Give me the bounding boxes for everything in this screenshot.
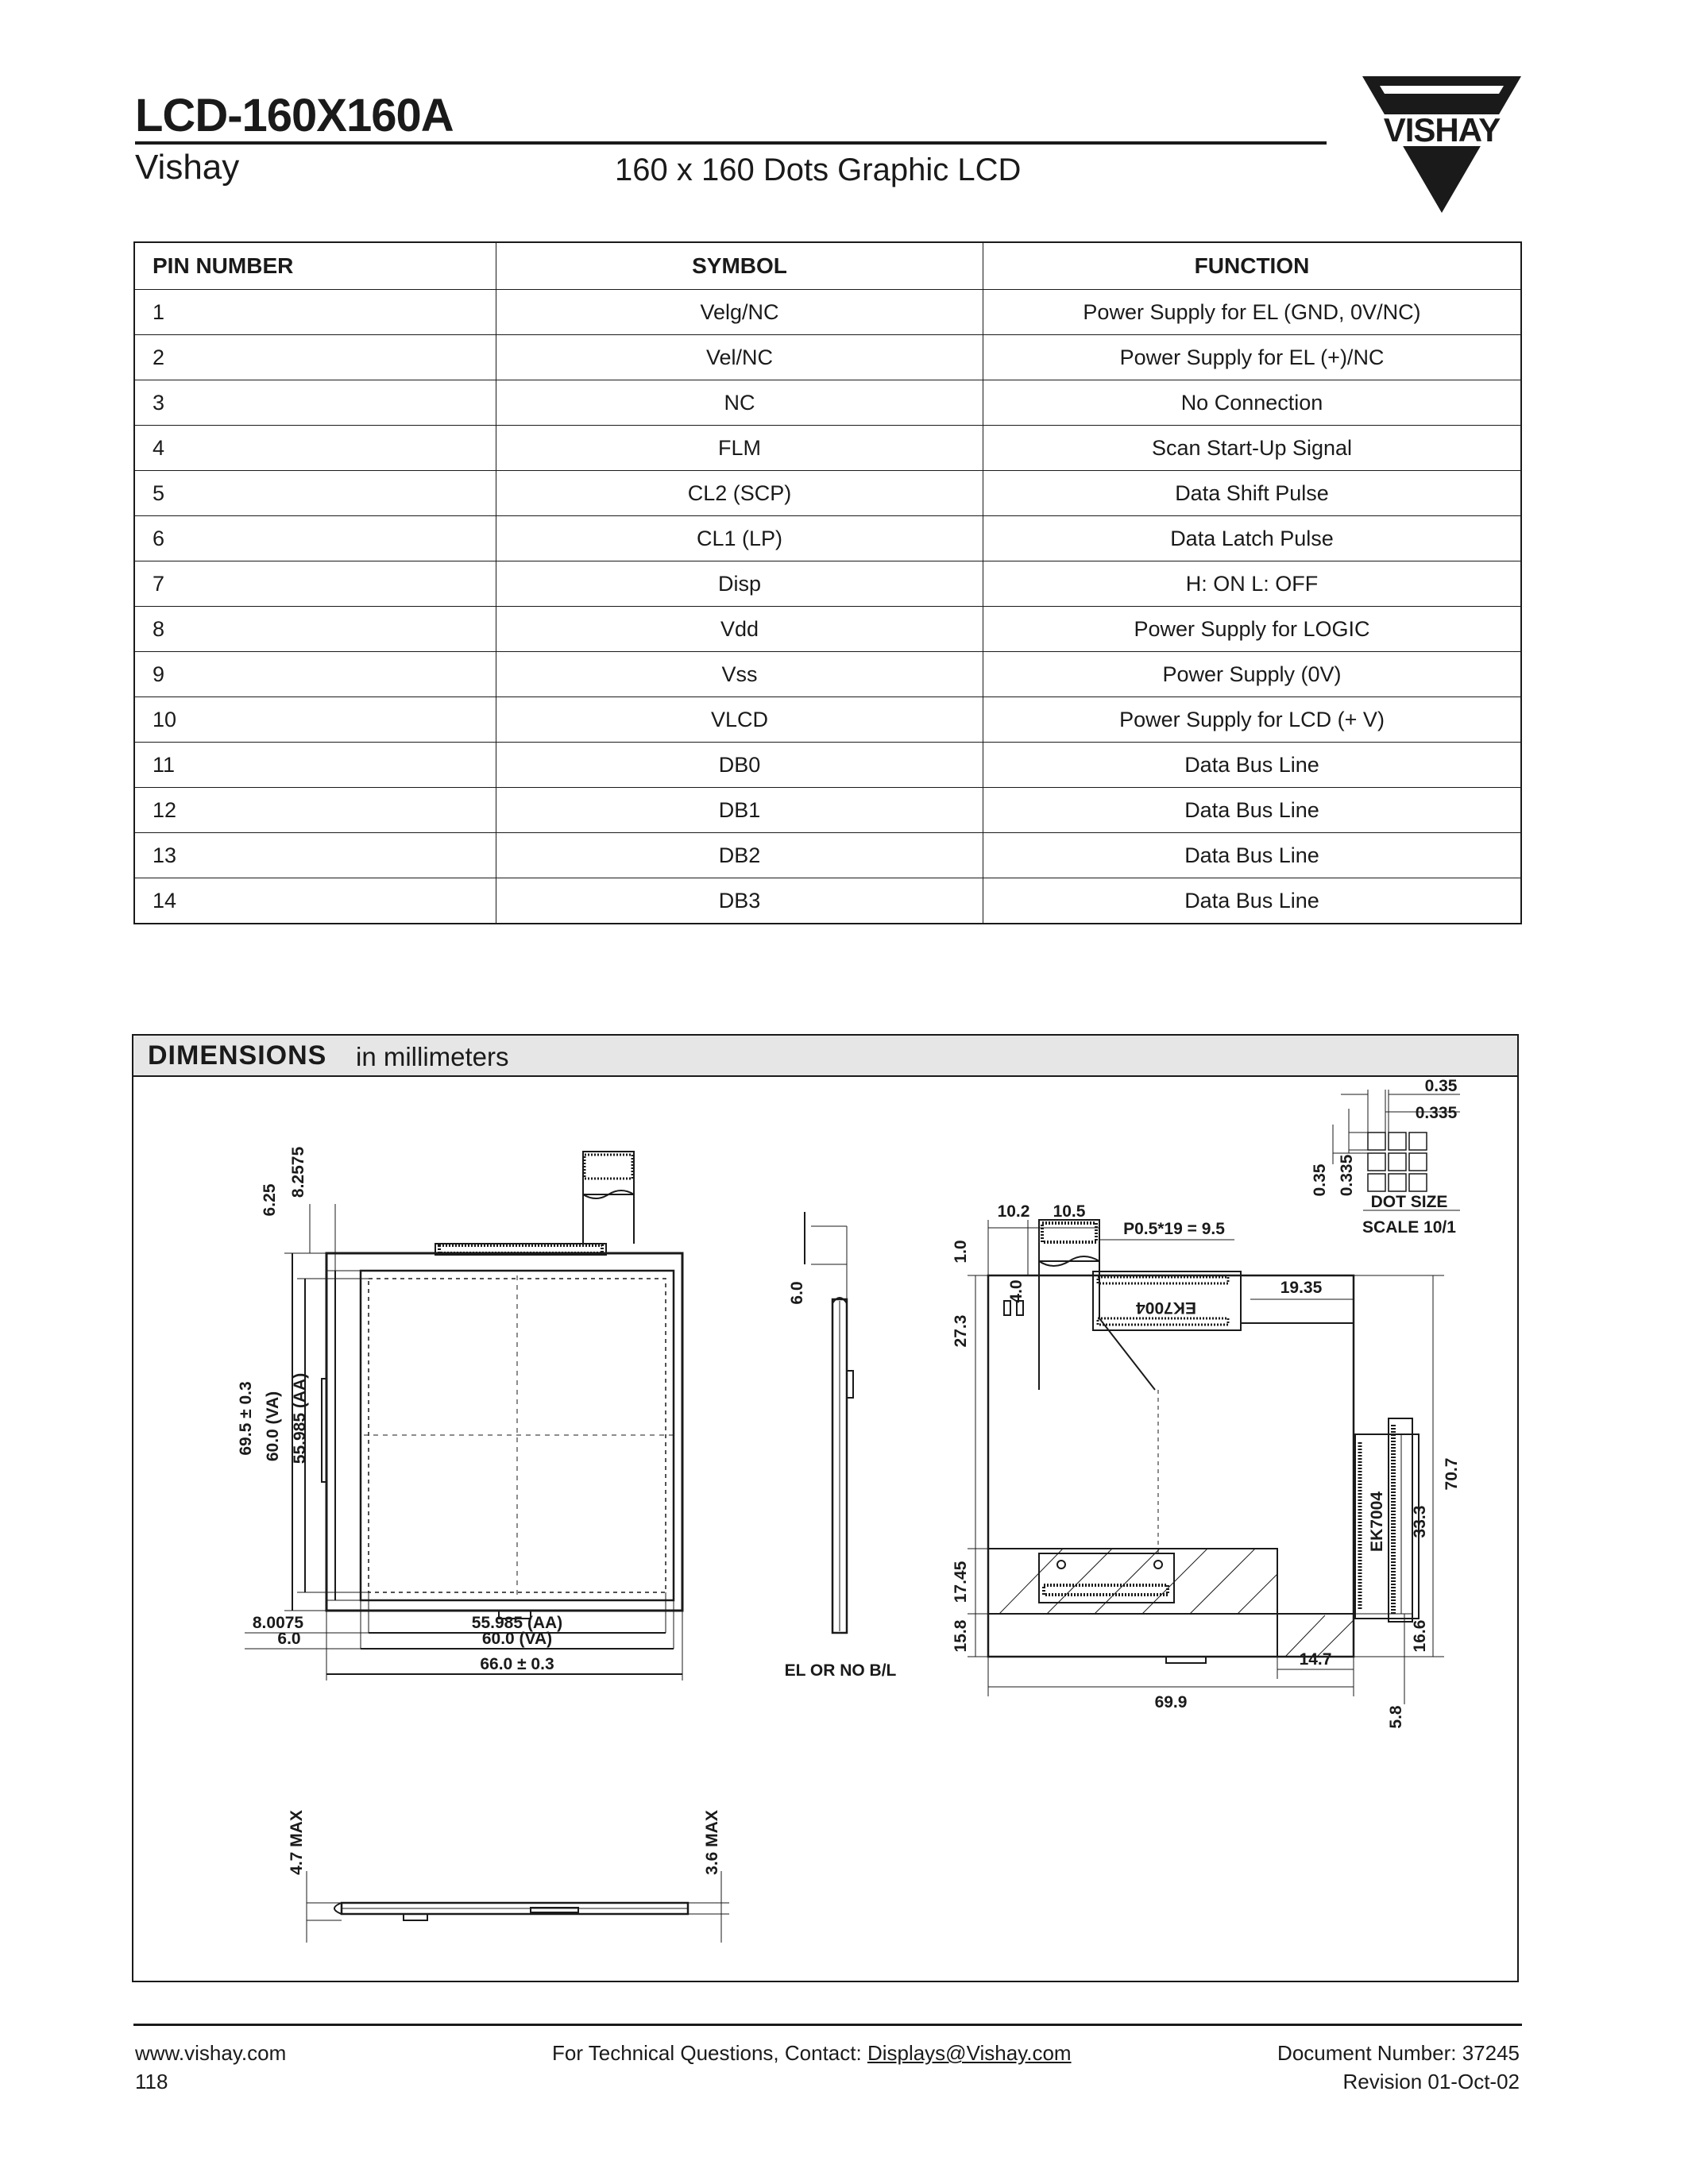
side-view: [805, 1212, 853, 1633]
dimensions-panel: [132, 1034, 1519, 1982]
function-cell: No Connection: [983, 380, 1522, 426]
header-rule: [135, 141, 1327, 145]
front-dim-top-2: 8.2575: [289, 1146, 307, 1198]
back-dim-10-2: 10.2: [997, 1202, 1030, 1221]
pin-number-cell: 12: [134, 788, 496, 833]
pin-table-row: [134, 743, 1521, 788]
function-cell: Data Bus Line: [983, 743, 1522, 788]
function-cell: Scan Start-Up Signal: [983, 426, 1522, 471]
footer-page-number: 118: [135, 2070, 168, 2093]
back-dim-16-6: 16.6: [1411, 1619, 1429, 1653]
footer-contact-prefix: For Technical Questions, Contact:: [552, 2041, 867, 2065]
pin-table-row: [134, 878, 1521, 924]
symbol-cell: FLM: [496, 426, 983, 471]
pin-number-cell: 2: [134, 335, 496, 380]
front-dim-va-height: 60.0 (VA): [264, 1391, 282, 1462]
function-cell: Power Supply (0V): [983, 652, 1522, 697]
back-dim-19-35: 19.35: [1280, 1279, 1323, 1297]
symbol-cell: Vss: [496, 652, 983, 697]
back-dim-27-3: 27.3: [952, 1314, 970, 1348]
bottom-dim-max-right: 3.6 MAX: [703, 1810, 721, 1875]
back-dim-69-9: 69.9: [1154, 1693, 1188, 1711]
pin-number-cell: 3: [134, 380, 496, 426]
back-view: [968, 1220, 1444, 1704]
function-cell: Data Latch Pulse: [983, 516, 1522, 561]
side-dim-thickness: 6.0: [788, 1281, 806, 1305]
back-connector-label-top: EK7004: [1136, 1298, 1196, 1317]
front-view: [245, 1152, 682, 1680]
vishay-logo: [1362, 76, 1521, 213]
pin-table-row: [134, 516, 1521, 561]
dot-size-width-1: 0.35: [1424, 1077, 1458, 1095]
symbol-cell: DB0: [496, 743, 983, 788]
pin-number-cell: 8: [134, 607, 496, 652]
function-cell: Power Supply for EL (GND, 0V/NC): [983, 290, 1522, 335]
part-number-title: LCD-160X160A: [135, 90, 454, 141]
pin-table-row: [134, 335, 1521, 380]
pin-number-cell: 7: [134, 561, 496, 607]
function-header: FUNCTION: [983, 242, 1522, 290]
vishay-logo-text: VISHAY: [1383, 111, 1501, 149]
side-view-label: EL OR NO B/L: [784, 1661, 897, 1680]
footer-email-link[interactable]: Displays@Vishay.com: [867, 2041, 1072, 2065]
pin-table-row: [134, 697, 1521, 743]
dot-size-scale: SCALE 10/1: [1362, 1218, 1456, 1237]
pin-number-cell: 11: [134, 743, 496, 788]
symbol-cell: CL1 (LP): [496, 516, 983, 561]
function-cell: Power Supply for LOGIC: [983, 607, 1522, 652]
pin-table-row: [134, 607, 1521, 652]
front-dim-outline-width: 66.0 ± 0.3: [480, 1655, 554, 1673]
function-cell: H: ON L: OFF: [983, 561, 1522, 607]
symbol-cell: Vdd: [496, 607, 983, 652]
bottom-dim-max-left: 4.7 MAX: [288, 1810, 306, 1875]
back-connector-label-right: EK7004: [1368, 1491, 1386, 1552]
back-dim-10-5: 10.5: [1053, 1202, 1086, 1221]
front-dim-aa-width: 55.985 (AA): [471, 1614, 563, 1632]
document-subtitle: 160 x 160 Dots Graphic LCD: [615, 152, 1022, 187]
dimensions-unit-label: in millimeters: [356, 1042, 509, 1071]
pin-number-cell: 9: [134, 652, 496, 697]
pin-table-row: [134, 561, 1521, 607]
symbol-cell: DB1: [496, 788, 983, 833]
brand-name: Vishay: [135, 148, 240, 187]
pin-number-cell: 6: [134, 516, 496, 561]
front-dim-va-width: 60.0 (VA): [481, 1630, 553, 1648]
back-dim-17-45: 17.45: [952, 1561, 970, 1603]
pin-table-row: [134, 788, 1521, 833]
pin-number-cell: 14: [134, 878, 496, 924]
dot-size-height-2: 0.335: [1338, 1154, 1356, 1197]
symbol-header: SYMBOL: [496, 242, 983, 290]
pin-table-header-row: [134, 242, 1521, 290]
pin-table-row: [134, 833, 1521, 878]
symbol-cell: Disp: [496, 561, 983, 607]
footer-contact: [552, 2041, 1072, 2066]
dot-size-height-1: 0.35: [1311, 1163, 1329, 1197]
function-cell: Data Bus Line: [983, 788, 1522, 833]
pin-table-row: [134, 426, 1521, 471]
pin-table-row: [134, 652, 1521, 697]
dimensions-title: DIMENSIONS: [148, 1040, 327, 1071]
symbol-cell: VLCD: [496, 697, 983, 743]
pin-number-cell: 13: [134, 833, 496, 878]
function-cell: Data Shift Pulse: [983, 471, 1522, 516]
front-dim-left-2: 6.0: [277, 1630, 301, 1648]
back-dim-pitch: P0.5*19 = 9.5: [1123, 1220, 1225, 1238]
pin-table-row: [134, 290, 1521, 335]
symbol-cell: Velg/NC: [496, 290, 983, 335]
footer-url[interactable]: www.vishay.com: [135, 2041, 287, 2065]
dot-size-width-2: 0.335: [1415, 1104, 1458, 1122]
footer-rule: [133, 2024, 1522, 2026]
symbol-cell: DB3: [496, 878, 983, 924]
function-cell: Data Bus Line: [983, 878, 1522, 924]
symbol-cell: NC: [496, 380, 983, 426]
footer-revision: Revision 01-Oct-02: [1342, 2070, 1520, 2093]
bottom-view: [307, 1871, 729, 1943]
pin-table-row: [134, 380, 1521, 426]
front-dim-aa-height: 55.985 (AA): [291, 1372, 309, 1464]
symbol-cell: Vel/NC: [496, 335, 983, 380]
back-dim-4-0: 4.0: [1007, 1279, 1026, 1303]
footer-document-number: Document Number: 37245: [1277, 2041, 1520, 2065]
pin-table: [133, 241, 1522, 924]
function-cell: Power Supply for LCD (+ V): [983, 697, 1522, 743]
pin-number-cell: 4: [134, 426, 496, 471]
function-cell: Power Supply for EL (+)/NC: [983, 335, 1522, 380]
back-dim-14-7: 14.7: [1299, 1650, 1332, 1669]
back-dim-1-0: 1.0: [952, 1240, 970, 1264]
pin-number-cell: 10: [134, 697, 496, 743]
back-dim-70-7: 70.7: [1443, 1457, 1461, 1491]
dimensions-header: [133, 1036, 1517, 1077]
back-dim-15-8: 15.8: [952, 1619, 970, 1653]
pin-number-cell: 5: [134, 471, 496, 516]
dimension-drawing: [133, 1077, 1517, 1979]
dot-size-title: DOT SIZE: [1370, 1193, 1448, 1211]
front-dim-left-1: 8.0075: [252, 1614, 304, 1632]
front-dim-top-1: 6.25: [261, 1183, 279, 1217]
symbol-cell: CL2 (SCP): [496, 471, 983, 516]
pin-number-cell: 1: [134, 290, 496, 335]
back-dim-5-8: 5.8: [1387, 1705, 1405, 1729]
pin-number-header: PIN NUMBER: [134, 242, 496, 290]
pin-table-row: [134, 471, 1521, 516]
function-cell: Data Bus Line: [983, 833, 1522, 878]
back-dim-33-3: 33.3: [1411, 1505, 1429, 1538]
symbol-cell: DB2: [496, 833, 983, 878]
front-dim-outline-height: 69.5 ± 0.3: [237, 1381, 255, 1456]
